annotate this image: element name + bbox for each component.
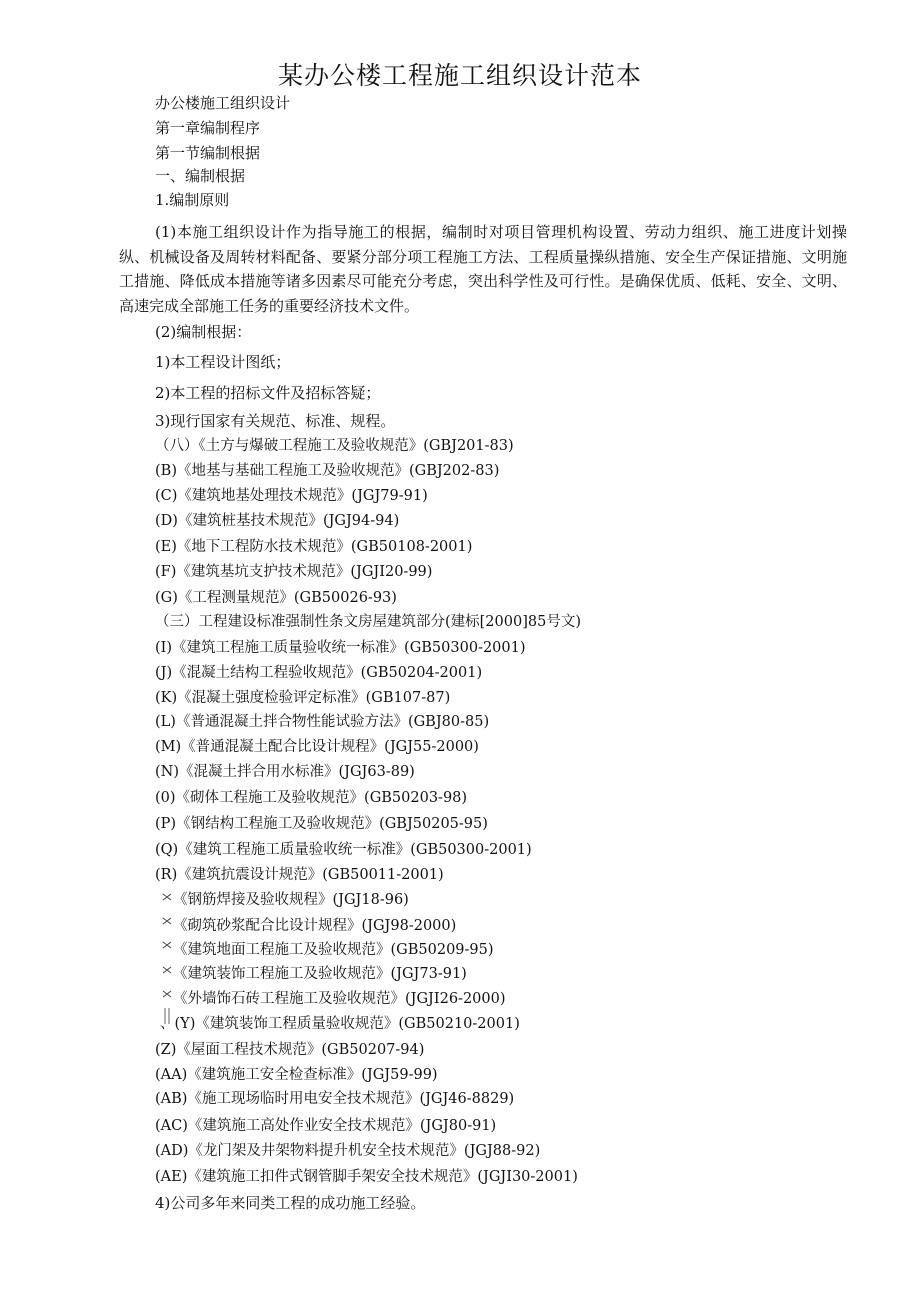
reference-item: (P)《钢结构工程施工及验收规范》(GBJ50205-95) (155, 816, 488, 832)
heading-line: 第一节编制根据 (155, 144, 261, 162)
reference-item: (Q)《建筑工程施工质量验收统一标准》(GB50300-2001) (155, 842, 532, 858)
reference-item: (B)《地基与基础工程施工及验收规范》(GBJ202-83) (155, 463, 500, 479)
standard-heading: （三）工程建设标准强制性条文房屋建筑部分(建标[2000]85号文) (155, 614, 581, 630)
heading-line: 1.编制原则 (155, 191, 230, 209)
reference-item: （八）《土方与爆破工程施工及验收规范》(GBJ201-83) (155, 438, 514, 454)
reference-item: (L)《普通混凝土拌合物性能试验方法》(GBJ80-85) (155, 714, 490, 730)
basis-item: 2)本工程的招标文件及招标答疑； (155, 384, 381, 402)
basis-item: 3)现行国家有关规范、标准、规程。 (155, 412, 396, 430)
closing-item: 4)公司多年来同类工程的成功施工经验。 (155, 1194, 426, 1212)
reference-item: 《砌筑砂浆配合比设计规程》(JGJ98-2000) (173, 918, 457, 934)
reference-item: (AA)《建筑施工安全检查标准》(JGJ59-99) (155, 1067, 438, 1083)
reference-item: (C)《建筑地基处理技术规范》(JGJ79-91) (155, 488, 428, 504)
reference-item: (E)《地下工程防水技术规范》(GB50108-2001) (155, 539, 473, 555)
reference-item: (AE)《建筑施工扣件式钢管脚手架安全技术规范》(JGJI30-2001) (155, 1169, 578, 1185)
heading-line: 第一章编制程序 (155, 119, 261, 137)
basis-heading: (2)编制根据： (155, 323, 252, 341)
reference-item: (G)《工程测量规范》(GB50026-93) (155, 590, 397, 606)
basis-item: 1)本工程设计图纸； (155, 353, 291, 371)
reference-item: (J)《混凝土结构工程验收规范》(GB50204-2001) (155, 665, 483, 681)
heading-line: 办公楼施工组织设计 (155, 94, 291, 112)
reference-item: (AD)《龙门架及井架物料提升机安全技术规范》(JGJ88-92) (155, 1143, 541, 1159)
document-title: 某办公楼工程施工组织设计范本 (277, 61, 642, 90)
margin-artifact-glyphs (160, 890, 174, 1030)
reference-item: (K)《混凝土强度检验评定标准》(GB107-87) (155, 690, 451, 706)
principle-paragraph: (1)本施工组织设计作为指导施工的根据，编制时对项目管理机构设置、劳动力组织、施工进度计划操纵、机械设备及周转材料配备、要紧分部分项工程施工方法、工程质量操纵措施、安全生产保证措施、文明施工措施、降低成本措施等诸多因素尽可能充分考虑，突出科学性及可行性。是确保优质、低耗、安全、文明、高速完成全部施工任务的重要经济技术文件。 (119, 223, 847, 315)
reference-item: (I)《建筑工程施工质量验收统一标准》(GB50300-2001) (155, 640, 526, 656)
reference-item: (D)《建筑桩基技术规范》(JGJ94-94) (155, 513, 400, 529)
heading-line: 一、编制根据 (155, 167, 246, 185)
reference-item: (Z)《屋面工程技术规范》(GB50207-94) (155, 1042, 425, 1058)
reference-item: (M)《普通混凝土配合比设计规程》(JGJ55-2000) (155, 739, 479, 755)
reference-item: (0)《砌体工程施工及验收规范》(GB50203-98) (155, 790, 468, 806)
reference-item: (F)《建筑基坑支护技术规范》(JGJI20-99) (155, 564, 433, 580)
reference-item: (AC)《建筑施工高处作业安全技术规范》(JGJ80-91) (155, 1118, 497, 1134)
reference-item: (AB)《施工现场临时用电安全技术规范》(JGJ46-8829) (155, 1091, 515, 1107)
reference-item: 《建筑地面工程施工及验收规范》(GB50209-95) (173, 942, 494, 958)
reference-item: 《建筑装饰工程施工及验收规范》(JGJ73-91) (173, 966, 467, 982)
reference-item: 、(Y)《建筑装饰工程质量验收规范》(GB50210-2001) (160, 1016, 520, 1032)
reference-item: 《钢筋焊接及验收规程》(JGJ18-96) (173, 892, 409, 908)
reference-item: (N)《混凝土拌合用水标准》(JGJ63-89) (155, 764, 415, 780)
reference-item: 《外墙饰石砖工程施工及验收规范》(JGJI26-2000) (173, 991, 506, 1007)
reference-item: (R)《建筑抗震设计规范》(GB50011-2001) (155, 867, 444, 883)
